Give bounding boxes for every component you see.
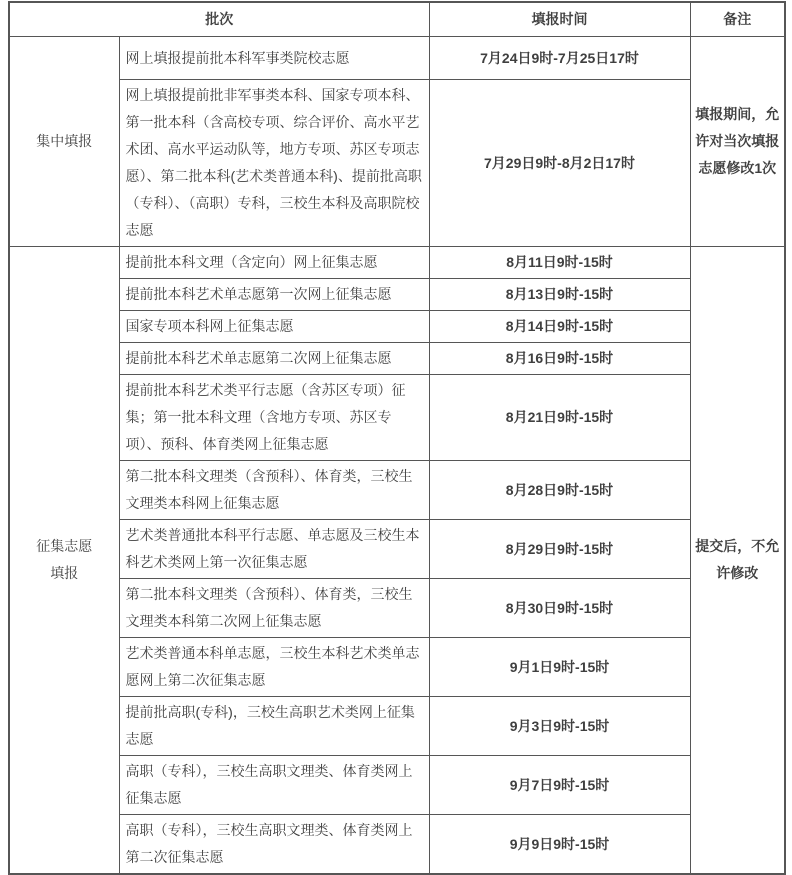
fill-time-cell: 9月1日9时-15时 [429,638,690,697]
table-row [9,343,785,375]
batch-name-cell: 提前批本科艺术单志愿第二次网上征集志愿 [119,343,429,375]
batch-group-cell: 集中填报 [9,37,119,247]
batch-name-cell: 网上填报提前批本科军事类院校志愿 [119,37,429,80]
fill-time-cell: 8月13日9时-15时 [429,279,690,311]
fill-time-cell: 8月30日9时-15时 [429,579,690,638]
batch-name-cell: 第二批本科文理类（含预科）、体育类，三校生文理类本科第二次网上征集志愿 [119,579,429,638]
remark-cell: 提交后，不允许修改 [690,247,785,875]
batch-name-cell: 国家专项本科网上征集志愿 [119,311,429,343]
table-row [9,375,785,461]
table-row [9,520,785,579]
batch-name-cell: 提前批本科艺术类平行志愿（含苏区专项）征集；第一批本科文理（含地方专项、苏区专项）、预科、体育类网上征集志愿 [119,375,429,461]
batch-name-cell: 艺术类普通本科单志愿，三校生本科艺术类单志愿网上第二次征集志愿 [119,638,429,697]
column-header-time: 填报时间 [429,2,690,37]
batch-name-cell: 提前批本科文理（含定向）网上征集志愿 [119,247,429,279]
remark-cell: 填报期间，允许对当次填报志愿修改1次 [690,37,785,247]
fill-time-cell: 7月24日9时-7月25日17时 [429,37,690,80]
fill-time-cell: 8月16日9时-15时 [429,343,690,375]
batch-name-cell: 高职（专科），三校生高职文理类、体育类网上第二次征集志愿 [119,815,429,875]
table-row [9,279,785,311]
batch-name-cell: 高职（专科），三校生高职文理类、体育类网上征集志愿 [119,756,429,815]
volunteer-schedule-table [8,1,786,875]
table-row [9,247,785,279]
fill-time-cell: 9月3日9时-15时 [429,697,690,756]
batch-group-cell: 征集志愿填报 [9,247,119,875]
table-row [9,756,785,815]
table-header-row [9,2,785,37]
table-row [9,80,785,247]
fill-time-cell: 8月21日9时-15时 [429,375,690,461]
fill-time-cell: 9月7日9时-15时 [429,756,690,815]
table-row [9,579,785,638]
fill-time-cell: 8月11日9时-15时 [429,247,690,279]
batch-name-cell: 提前批高职(专科)，三校生高职艺术类网上征集志愿 [119,697,429,756]
fill-time-cell: 8月28日9时-15时 [429,461,690,520]
table-row [9,697,785,756]
fill-time-cell: 8月14日9时-15时 [429,311,690,343]
table-row [9,37,785,80]
fill-time-cell: 7月29日9时-8月2日17时 [429,80,690,247]
table-row [9,461,785,520]
batch-name-cell: 艺术类普通批本科平行志愿、单志愿及三校生本科艺术类网上第一次征集志愿 [119,520,429,579]
table-body [9,37,785,875]
table-row [9,311,785,343]
batch-name-cell: 网上填报提前批非军事类本科、国家专项本科、第一批本科（含高校专项、综合评价、高水平艺术团、高水平运动队等，地方专项、苏区专项志愿）、第二批本科(艺术类普通本科)、提前批高职（专科）、（高职）专科，三校生本科及高职院校志愿 [119,80,429,247]
table-row [9,815,785,875]
table-row [9,638,785,697]
batch-name-cell: 第二批本科文理类（含预科）、体育类，三校生文理类本科网上征集志愿 [119,461,429,520]
fill-time-cell: 9月9日9时-15时 [429,815,690,875]
batch-name-cell: 提前批本科艺术单志愿第一次网上征集志愿 [119,279,429,311]
column-header-batch: 批次 [9,2,429,37]
column-header-remark: 备注 [690,2,785,37]
fill-time-cell: 8月29日9时-15时 [429,520,690,579]
